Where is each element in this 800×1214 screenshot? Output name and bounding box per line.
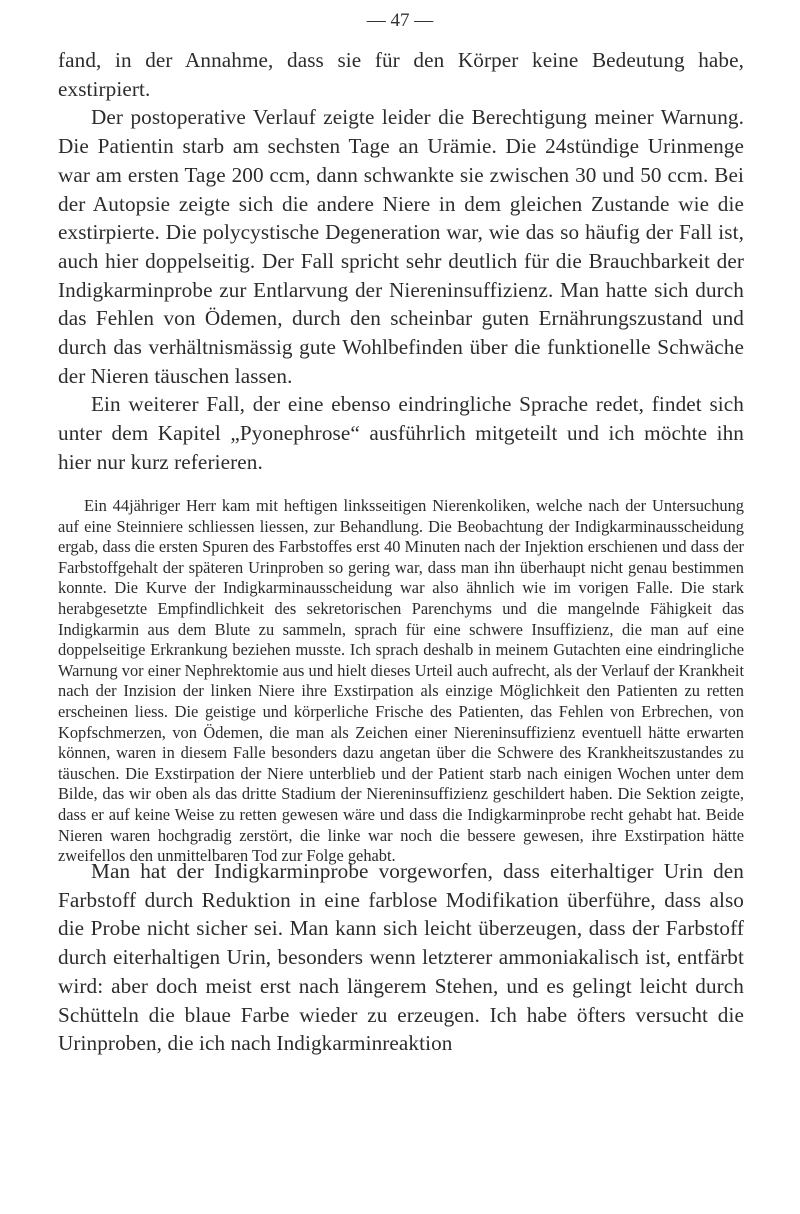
page-number: — 47 — xyxy=(366,10,434,31)
case-report-block xyxy=(58,496,744,867)
paragraph-further-case: Ein weiterer Fall, der eine ebenso eindringliche Sprache redet, findet sich unter dem Kapitel „Pyonephrose“ ausführlich mitgeteilt und ich möchte ihn hier nur kurz referieren. xyxy=(58,392,744,474)
upper-body-text xyxy=(58,46,744,477)
case-report-paragraph: Ein 44jähriger Herr kam mit heftigen linksseitigen Nierenkoliken, welche nach der Untersuchung auf eine Steinniere schliessen liessen, zur Behandlung. Die Beobachtung der Indigkarminausscheidung ergab, dass die ersten Spuren des Farbstoffes erst 40 Minuten nach der Injektion erschienen und dass der Farbstoffgehalt der späteren Urinproben so gering war, dass man ihn überhaupt nicht genau bestimmen konnte. Die Kurve der Indigkarminausscheidung war also ähnlich wie im vorigen Falle. Die stark herabgesetzte Empfindlichkeit des sekretorischen Parenchyms und die mangelnde Fähigkeit das Indigkarmin aus dem Blute zu sammeln, sprach für eine schwere Insuffizienz, die man auf eine doppelseitige Erkrankung beziehen musste. Ich sprach deshalb in meinem Gutachten eine eindringliche Warnung vor einer Nephrektomie aus und hielt dieses Urteil auch aufrecht, als der Verlauf der Krankheit nach der Inzision der linken Niere ihre Exstirpation als einzige Möglichkeit den Patienten zu retten erscheinen liess. Die geistige und körperliche Frische des Patienten, das Fehlen von Erbrechen, von Kopfschmerzen, von Ödemen, die man als Zeichen einer Niereninsuffizienz eventuell hätte erwarten können, waren in diesem Falle besonders dazu angetan über die Schwere des Krankheitszustandes zu täuschen. Die Exstirpation der Niere unterblieb und der Patient starb nach einigen Wochen unter dem Bilde, das wir oben als das dritte Stadium der Niereninsuffizienz geschildert haben. Die Sektion zeigte, dass er auf keine Weise zu retten gewesen wäre und dass die Indigkarminprobe recht gehabt hat. Beide Nieren waren hochgradig zerstört, die linke war noch die bessere gewesen, ihre Exstirpation hätte zweifellos den unmittelbaren Tod zur Folge gehabt. xyxy=(58,496,744,866)
paragraph-indigo-carmine-objection: Man hat der Indigkarminprobe vorgeworfen, dass eiterhaltiger Urin den Farbstoff durch Reduktion in eine farblose Modifikation überführe, dass also die Probe nicht sicher sei. Man kann sich leicht überzeugen, dass der Farbstoff durch eiterhaltigen Urin, besonders wenn letzterer ammoniakalisch ist, entfärbt wird: aber doch meist erst nach längerem Stehen, und es gelingt leicht durch Schütteln die blaue Farbe wieder zu erzeugen. Ich habe öfters versucht die Urinproben, die ich nach Indigkarminreaktion xyxy=(58,859,744,1056)
lower-body-text xyxy=(58,857,744,1058)
paragraph-continued: fand, in der Annahme, dass sie für den Körper keine Bedeutung habe, exstirpiert. xyxy=(58,48,744,101)
paragraph-postoperative-course: Der postoperative Verlauf zeigte leider die Berechtigung meiner Warnung. Die Patientin starb am sechsten Tage an Urämie. Die 24stündige Urinmenge war am ersten Tage 200 ccm, dann schwankte sie zwischen 30 und 50 ccm. Bei der Autopsie zeigte sich die andere Niere in dem gleichen Zustande wie die exstirpierte. Die polycystische Degeneration war, wie das so häufig der Fall ist, auch hier doppelseitig. Der Fall spricht sehr deutlich für die Brauchbarkeit der Indigkarminprobe zur Entlarvung der Niereninsuffizienz. Man hatte sich durch das Fehlen von Ödemen, durch den scheinbar guten Ernährungszustand und durch das verhältnismässig gute Wohlbefinden über die funktionelle Schwäche der Nieren täuschen lassen. xyxy=(58,105,744,388)
